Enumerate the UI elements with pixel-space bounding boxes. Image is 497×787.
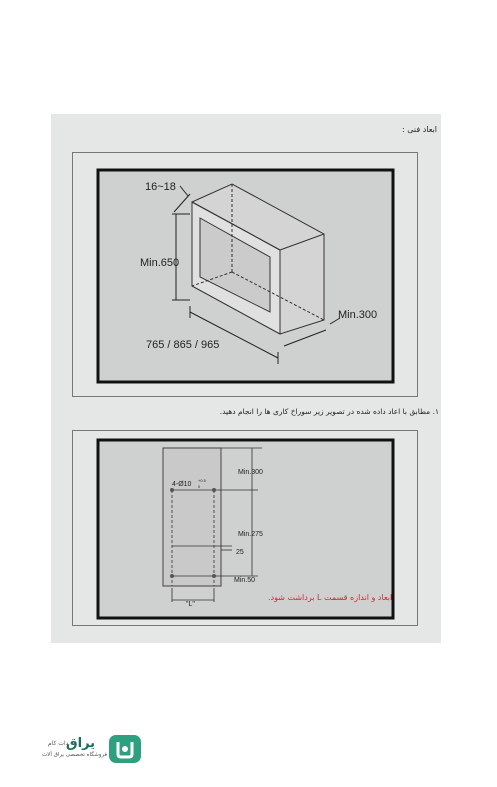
- offset-25-label: 25: [236, 549, 244, 556]
- section-heading: ابعاد فنی :: [402, 125, 437, 134]
- width-label: 765 / 865 / 965: [146, 339, 220, 351]
- depth-top-label: 16~18: [145, 181, 176, 193]
- mid-dim-label: Min.275: [238, 531, 263, 538]
- brand-name: یراق: [66, 736, 96, 751]
- depth-label: Min.300: [338, 309, 378, 321]
- hole-tolerance-label-2: 0: [198, 484, 201, 489]
- hole-label: 4-Ø10: [172, 481, 192, 488]
- brand-suffix: دات کام: [48, 740, 69, 747]
- l-dim-label: "L": [186, 601, 195, 608]
- bottom-dim-label: Min.50: [234, 577, 256, 584]
- cabinet-diagram: [72, 152, 418, 397]
- hole-tolerance-label: +0.5: [198, 478, 206, 483]
- red-note: ابعاد و اندازه قسمت L برداشت شود.: [268, 593, 393, 602]
- brand-tagline: فروشگاه تخصصی یراق آلات: [42, 752, 108, 758]
- top-dim-label: Min.300: [238, 469, 263, 476]
- height-label: Min.650: [140, 257, 180, 269]
- brand-logo-icon: [108, 734, 142, 764]
- step-1-text: ۱. مطابق با اعاد داده شده در تصویر زیر سوراخ کاری ها را انجام دهید.: [219, 407, 439, 416]
